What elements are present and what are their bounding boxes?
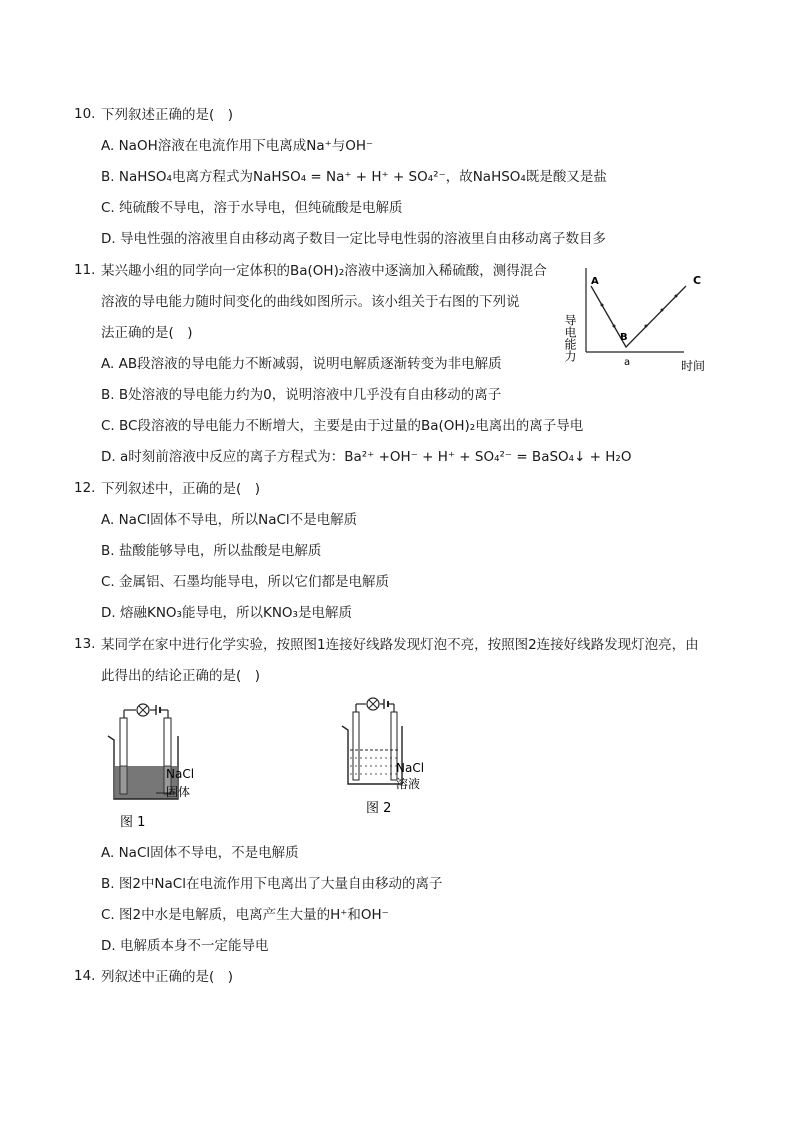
graph-marker [661, 309, 664, 312]
question-10-number: 10. [74, 106, 96, 122]
question-12-option-d: D. 熔融KNO₃能导电，所以KNO₃是电解质 [101, 605, 352, 621]
electrode-left [353, 712, 359, 780]
figure-1-caption: 图 1 [120, 815, 146, 830]
question-12-number: 12. [74, 480, 96, 496]
question-11-option-d: D. a时刻前溶液中反应的离子方程式为：Ba²⁺ +OH⁻ + H⁺ + SO₄²⁻ = BaSO₄↓ + H₂O [101, 449, 632, 465]
graph-marker [601, 304, 604, 307]
figure-1-label-line-1: NaCl [166, 767, 195, 781]
question-12-stem: 下列叙述中，正确的是( ) [101, 481, 261, 497]
graph-curve [591, 286, 686, 347]
question-14-stem: 列叙述中正确的是( ) [101, 969, 234, 985]
question-11-option-b: B. B处溶液的导电能力约为0，说明溶液中几乎没有自由移动的离子 [101, 387, 502, 403]
figure-1-apparatus [96, 696, 226, 832]
question-11-stem-line-3: 法正确的是( ) [101, 325, 193, 341]
question-10-option-c: C. 纯硫酸不导电，溶于水导电，但纯硫酸是电解质 [101, 200, 403, 216]
question-13-number: 13. [74, 636, 96, 652]
graph-point-a-label: A [591, 276, 599, 287]
figure-2-label-line-1: NaCl [396, 761, 425, 775]
question-13-option-b: B. 图2中NaCl在电流作用下电离出了大量自由移动的离子 [101, 876, 443, 892]
question-13-stem-line-1: 某同学在家中进行化学实验，按照图1连接好线路发现灯泡不亮，按照图2连接好线路发现灯泡亮，由 [101, 637, 699, 653]
graph-point-c-label: C [693, 274, 702, 287]
question-10-stem: 下列叙述正确的是( ) [101, 107, 234, 123]
question-13-option-a: A. NaCl固体不导电，不是电解质 [101, 845, 299, 861]
graph-y-label: 导电能力 [563, 314, 577, 362]
question-11-stem-line-1: 某兴趣小组的同学向一定体积的Ba(OH)₂溶液中逐滴加入稀硫酸，测得混合 [101, 263, 547, 279]
question-10-option-b: B. NaHSO₄电离方程式为NaHSO₄ = Na⁺ + H⁺ + SO₄²⁻，故NaHSO₄既是酸又是盐 [101, 169, 607, 185]
question-11-stem-line-2: 溶液的导电能力随时间变化的曲线如图所示。该小组关于右图的下列说 [101, 294, 520, 310]
question-11-option-a: A. AB段溶液的导电能力不断减弱，说明电解质逐渐转变为非电解质 [101, 356, 502, 372]
figure-2-caption: 图 2 [366, 801, 392, 816]
question-14-number: 14. [74, 968, 96, 984]
graph-marker [675, 295, 678, 298]
graph-point-b-label: B [620, 332, 628, 343]
question-10-option-a: A. NaOH溶液在电流作用下电离成Na⁺与OH⁻ [101, 138, 374, 154]
question-13-option-c: C. 图2中水是电解质，电离产生大量的H⁺和OH⁻ [101, 907, 389, 923]
figure-2-label-line-2: 溶液 [396, 777, 421, 791]
question-11-option-c: C. BC段溶液的导电能力不断增大，主要是由于过量的Ba(OH)₂电离出的离子导电 [101, 418, 584, 434]
graph-marker [645, 325, 648, 328]
graph-x-label: 时间 [681, 359, 706, 373]
question-12-option-b: B. 盐酸能够导电，所以盐酸是电解质 [101, 543, 322, 559]
question-12-option-c: C. 金属铝、石墨均能导电，所以它们都是电解质 [101, 574, 390, 590]
question-13-stem-line-2: 此得出的结论正确的是( ) [101, 668, 261, 684]
question-12-option-a: A. NaCl固体不导电，所以NaCl不是电解质 [101, 512, 358, 528]
electrode-left-buried [120, 766, 127, 794]
graph-tick-a-label: a [624, 357, 631, 368]
question-10-option-d: D. 导电性强的溶液里自由移动离子数目一定比导电性弱的溶液里自由移动离子数目多 [101, 231, 606, 247]
figure-1-label-line-2: 固体 [166, 785, 191, 799]
figure-2-apparatus [336, 690, 446, 818]
conductivity-graph [560, 262, 720, 378]
question-13-option-d: D. 电解质本身不一定能导电 [101, 938, 269, 954]
question-11-number: 11. [74, 262, 96, 278]
graph-marker [613, 325, 616, 328]
